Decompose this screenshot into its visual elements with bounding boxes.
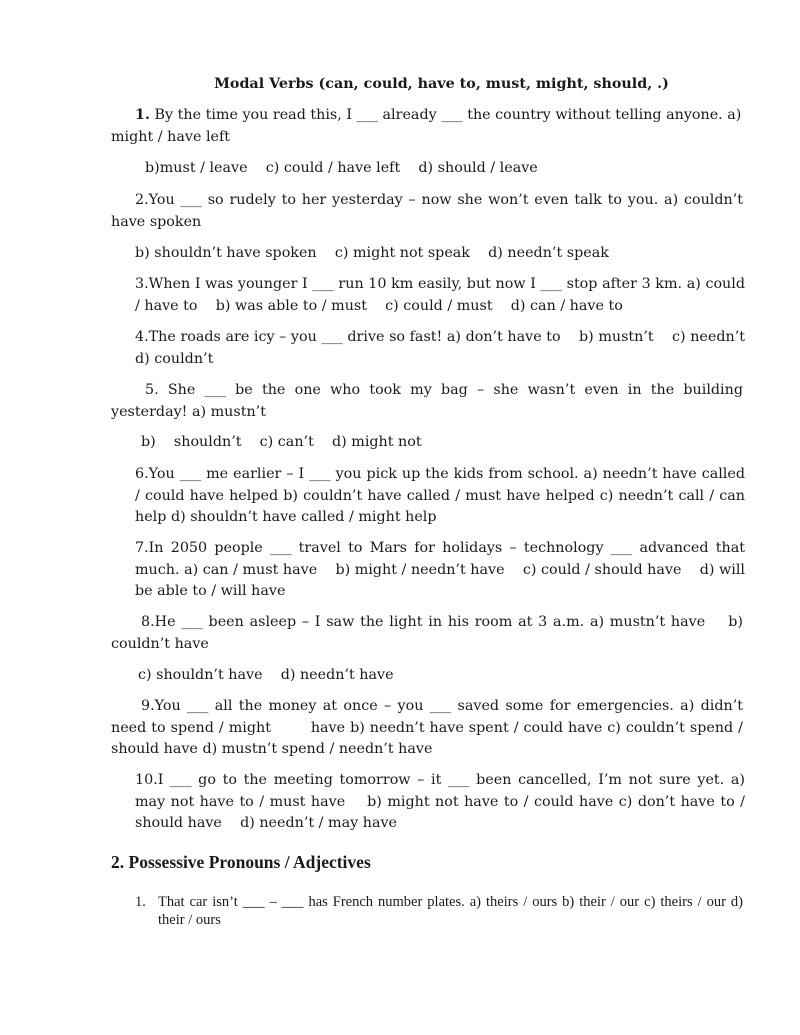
question-10: 10.I ___ go to the meeting tomorrow – it ___ been cancelled, I’m not sure yet. a) may not have to / must have b) might not have to / could have c) don’t have to / should have d) needn’t / may have [135,772,750,831]
question-6: 6.You ___ me earlier – I ___ you pick up the kids from school. a) needn’t have called / could have helped b) couldn’t have called / must have helped c) needn’t call / can help d) shouldn’t have called / might help [135,466,745,525]
question-1-options: b)must / leave c) could / have left d) should / leave [145,160,538,176]
section-2-heading: 2. Possessive Pronouns / Adjectives [111,852,371,872]
question-1-text: By the time you read this, I ___ already ___ the country without telling anyone. a) might / have left [111,107,742,145]
section-2-item-1: That car isn’t ___ – ___ has French number plates. a) theirs / ours b) their / our c) theirs / our d) their / ours [158,894,743,928]
worksheet-title: Modal Verbs (can, could, have to, must, might, should, .) [214,76,669,92]
question-2-options: b) shouldn’t have spoken c) might not speak d) needn’t speak [135,245,609,261]
question-2: 2.You ___ so rudely to her yesterday – now she won’t even talk to you. a) couldn’t have spoken [111,192,743,230]
question-3: 3.When I was younger I ___ run 10 km easily, but now I ___ stop after 3 km. a) could / have to b) was able to / must c) could / must d) can / have to [135,276,750,314]
question-5-options: b) shouldn’t c) can’t d) might not [141,434,422,450]
question-4: 4.The roads are icy – you ___ drive so fast! a) don’t have to b) mustn’t c) needn’t d) couldn’t [135,329,764,367]
question-8-options: c) shouldn’t have d) needn’t have [138,667,394,683]
section-2-item-1-number: 1. [135,894,146,910]
question-7: 7.In 2050 people ___ travel to Mars for holidays – technology ___ advanced that much. a) can / must have b) might / needn’t have c) could / should have d) will be able to / will have [135,540,750,599]
question-5: 5. She ___ be the one who took my bag – she wasn’t even in the building yesterday! a) mustn’t [111,382,743,420]
question-8: 8.He ___ been asleep – I saw the light in his room at 3 a.m. a) mustn’t have b) couldn’t have [111,614,748,652]
question-9: 9.You ___ all the money at once – you ___ saved some for emergencies. a) didn’t need to spend / might have b) needn’t have spent / could have c) couldn’t spend / should have d) mustn’t spend / needn’t have [111,698,748,757]
question-1-number: 1. [135,107,150,123]
question-1 [111,105,751,148]
